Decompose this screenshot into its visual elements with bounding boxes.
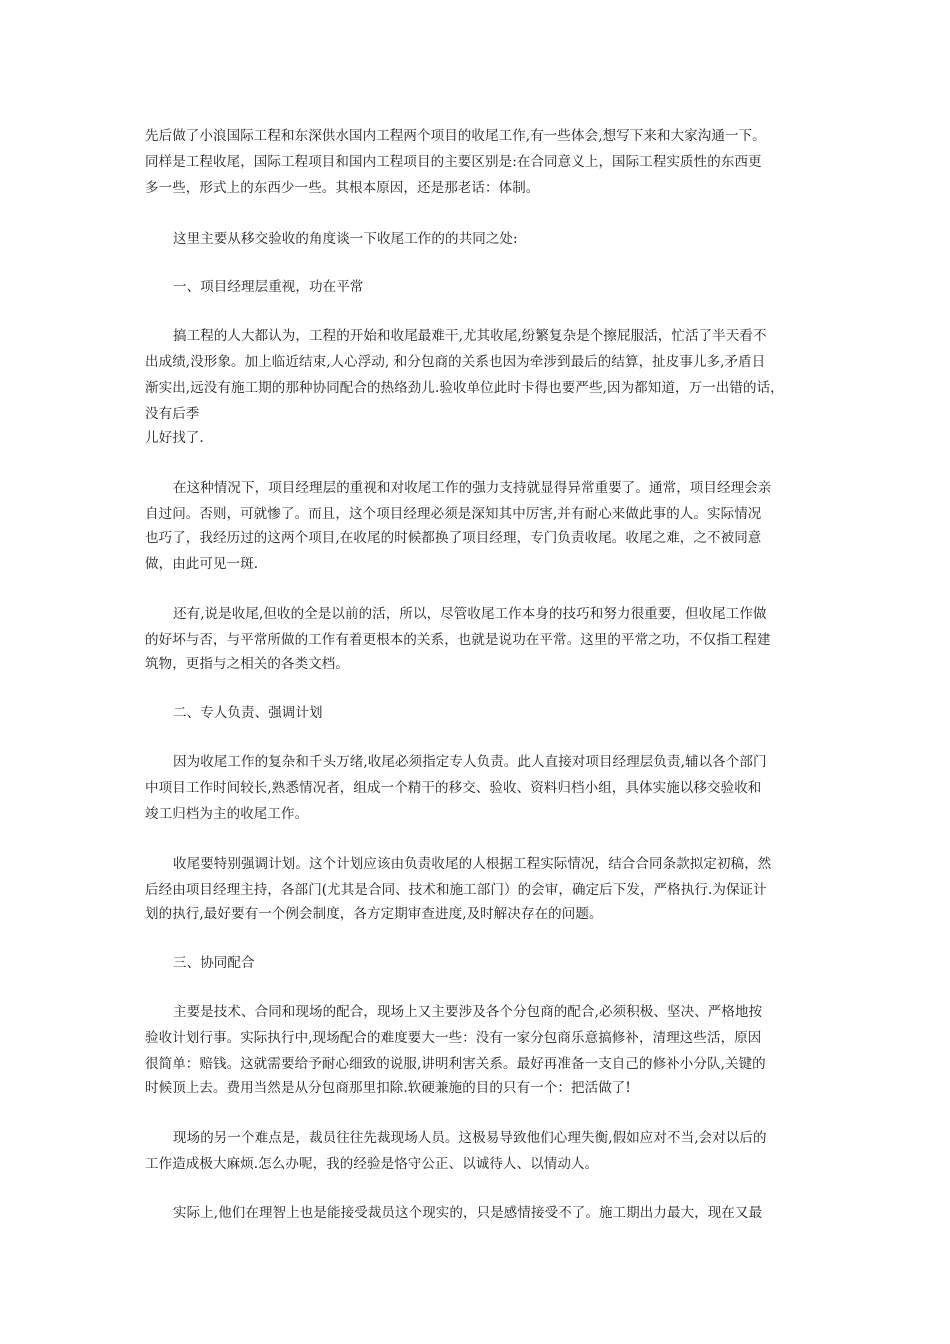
- paragraph-line: 很简单：赔钱。这就需要给予耐心细致的说服,讲明利害关系。最好再准备一支自己的修补小分队,关键的: [145, 1056, 766, 1072]
- intro-line: 先后做了小浪国际工程和东深供水国内工程两个项目的收尾工作,有一些体会,想写下来和大家沟通一下。: [145, 128, 766, 144]
- paragraph-line: 还有,说是收尾,但收的全是以前的活，所以，尽管收尾工作本身的技巧和努力很重要，但收尾工作做: [173, 606, 767, 622]
- lead-paragraph: 这里主要从移交验收的角度谈一下收尾工作的的共同之处:: [173, 231, 518, 247]
- intro-line: 同样是工程收尾，国际工程项目和国内工程项目的主要区别是:在合同意义上，国际工程实质性的东西更: [145, 154, 762, 170]
- paragraph-line: 实际上,他们在理智上也是能接受裁员这个现实的，只是感情接受不了。施工期出力最大，现在又最: [173, 1205, 763, 1221]
- paragraph-line: 因为收尾工作的复杂和千头万绪,收尾必须指定专人负责。此人直接对项目经理层负责,辅以各个部门: [173, 754, 767, 770]
- section-heading-2: 二、专人负责、强调计划: [173, 705, 323, 721]
- paragraph-line: 现场的另一个难点是，裁员往往先裁现场人员。这极易导致他们心理失衡,假如应对不当,会对以后的: [173, 1130, 767, 1146]
- paragraph-line: 收尾要特别强调计划。这个计划应该由负责收尾的人根据工程实际情况，结合合同条款拟定初稿，然: [173, 856, 772, 872]
- paragraph-line: 后经由项目经理主持，各部门(尤其是合同、技术和施工部门）的会审，确定后下发，严格执行.为保证计: [145, 882, 767, 898]
- paragraph-line: 儿好找了.: [145, 430, 204, 446]
- paragraph-line: 也巧了，我经历过的这两个项目,在收尾的时候都换了项目经理，专门负责收尾。收尾之难，之不被同意: [145, 530, 762, 546]
- paragraph-line: 竣工归档为主的收尾工作。: [145, 806, 309, 822]
- paragraph-line: 筑物，更指与之相关的各类文档。: [145, 656, 349, 672]
- paragraph-line: 出成绩,没形象。加上临近结束,人心浮动, 和分包商的关系也因为牵涉到最后的结算，扯皮事儿多,矛盾日: [145, 354, 766, 370]
- paragraph-line: 工作造成极大麻烦.怎么办呢，我的经验是恪守公正、以诚待人、以情动人。: [145, 1156, 599, 1172]
- section-heading-1: 一、项目经理层重视，功在平常: [173, 279, 364, 295]
- paragraph-line: 没有后季: [145, 406, 200, 422]
- paragraph-line: 时候顶上去。费用当然是从分包商那里扣除.软硬兼施的目的只有一个：把活做了!: [145, 1080, 631, 1096]
- paragraph-line: 的好坏与否，与平常所做的工作有着更根本的关系，也就是说功在平常。这里的平常之功，不仅指工程建: [145, 632, 771, 648]
- paragraph-line: 渐实出,远没有施工期的那种协同配合的热络劲儿.验收单位此时卡得也要严些,因为都知道，万一出错的话，: [145, 380, 784, 396]
- paragraph-line: 验收计划行事。实际执行中,现场配合的难度要大一些：没有一家分包商乐意搞修补，清理这些活，原因: [145, 1030, 762, 1046]
- paragraph-line: 自过问。否则，可就惨了。而且，这个项目经理必须是深知其中厉害,并有耐心来做此事的人。实际情况: [145, 506, 762, 522]
- paragraph-line: 划的执行,最好要有一个例会制度，各方定期审查进度,及时解决存在的问题。: [145, 906, 603, 922]
- section-heading-3: 三、协同配合: [173, 955, 255, 971]
- paragraph-line: 中项目工作时间较长,熟悉情况者，组成一个精干的移交、验收、资料归档小组，具体实施以移交验收和: [145, 780, 762, 796]
- paragraph-line: 搞工程的人大都认为，工程的开始和收尾最难干,尤其收尾,纷繁复杂是个擦屁服活，忙活了半天看不: [173, 328, 767, 344]
- paragraph-line: 在这种情况下，项目经理层的重视和对收尾工作的强力支持就显得异常重要了。通常，项目经理会亲: [173, 480, 772, 496]
- paragraph-line: 做，由此可见一斑.: [145, 556, 259, 572]
- paragraph-line: 主要是技术、合同和现场的配合，现场上又主要涉及各个分包商的配合,必须积极、坚决、严格地按: [173, 1004, 763, 1020]
- intro-line: 多一些，形式上的东西少一些。其根本原因，还是那老话：体制。: [145, 180, 540, 196]
